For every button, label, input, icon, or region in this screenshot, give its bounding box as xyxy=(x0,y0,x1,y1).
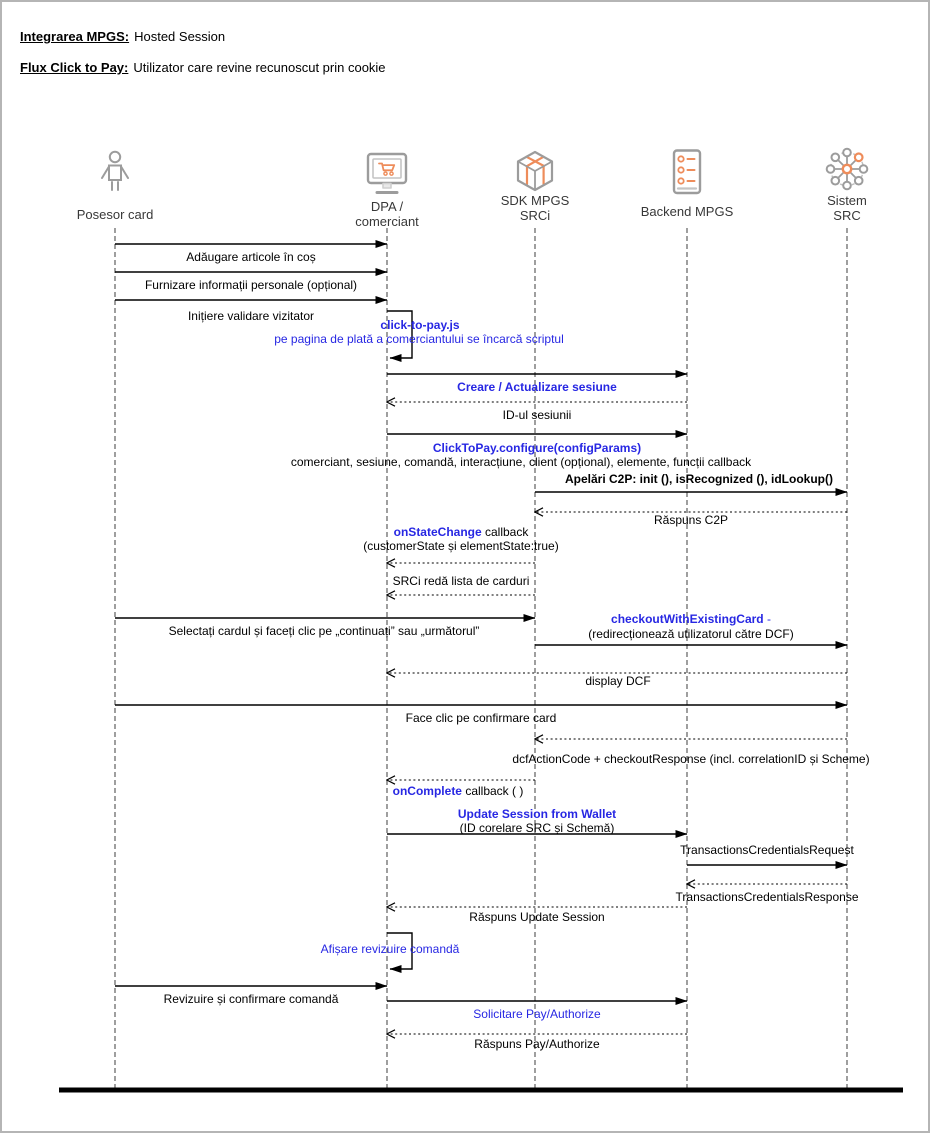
message-label-part: Inițiere validare vizitator xyxy=(187,309,315,323)
flow-value: Utilizator care revine recunoscut prin cookie xyxy=(133,60,386,75)
integration-value: Hosted Session xyxy=(134,29,226,44)
message-label-part: Furnizare informații personale (opțional) xyxy=(144,278,358,292)
message-label-part: (ID corelare SRC și Schemă) xyxy=(459,821,615,835)
message-label xyxy=(676,890,859,905)
message-label-part: onStateChange xyxy=(393,525,482,539)
message-label xyxy=(460,821,615,836)
message-label-part: comerciant, sesiune, comandă, interacțiune, client (opțional), elemente, funcții callback xyxy=(290,455,752,469)
actor-label-line: SRC xyxy=(833,208,861,223)
package-icon xyxy=(511,148,559,196)
message-label xyxy=(393,784,524,799)
message-label xyxy=(588,627,793,642)
message-label-part: checkoutWithExistingCard xyxy=(611,612,764,626)
actor-label-line: SDK MPGS xyxy=(500,193,570,208)
sequence-diagram xyxy=(2,2,930,1133)
message-label xyxy=(321,942,460,957)
actor-label-merchant xyxy=(355,199,419,229)
message-label xyxy=(654,513,728,528)
message-label-part: Apelări C2P: init (), isRecognized (), idLookup() xyxy=(564,472,834,486)
message-label xyxy=(145,278,357,293)
message-label-part: Afișare revizuire comandă xyxy=(320,942,460,956)
diagram-arrows-layer xyxy=(2,2,930,1133)
message-label-part: display DCF xyxy=(585,674,651,688)
message-label-part: TransactionsCredentialsResponse xyxy=(675,890,859,904)
actor-label-sdk-mpgs-srci xyxy=(501,193,570,223)
network-icon xyxy=(823,145,871,193)
message-label xyxy=(380,318,459,333)
message-label-part: callback xyxy=(481,525,529,539)
message-label-part: click-to-pay.js xyxy=(380,318,460,332)
message-label xyxy=(406,711,557,726)
message-label-part: (redirecționează utilizatorul către DCF) xyxy=(588,627,794,641)
message-label xyxy=(186,250,315,265)
message-label xyxy=(169,624,480,639)
message-label-part: ID-ul sesiunii xyxy=(502,408,572,422)
message-label-part: Selectați cardul și faceți clic pe „continuați” sau „următorul” xyxy=(168,624,480,638)
message-label xyxy=(164,992,339,1007)
message-label xyxy=(274,332,564,347)
message-label xyxy=(394,525,529,540)
message-label-part: Răspuns Update Session xyxy=(469,910,605,924)
message-label-part: (customerState și elementState:true) xyxy=(363,539,559,553)
message-label-part: - xyxy=(763,612,771,626)
message-label xyxy=(469,910,604,925)
actor-label-line: Backend MPGS xyxy=(640,204,734,219)
actor-label-line: Sistem xyxy=(827,193,867,208)
actor-label-cardholder xyxy=(77,207,154,222)
message-label-part: callback ( ) xyxy=(461,784,524,798)
message-label xyxy=(457,380,617,395)
message-label xyxy=(503,408,572,423)
message-label-part: Adăugare articole în coș xyxy=(186,250,316,264)
message-label-part: Update Session from Wallet xyxy=(457,807,617,821)
actor-label-sistem-src xyxy=(827,193,867,223)
person-icon xyxy=(91,149,139,197)
message-label xyxy=(680,843,854,858)
message-label-part: Răspuns Pay/Authorize xyxy=(474,1037,600,1051)
message-label-part: dcfActionCode + checkoutResponse (incl. correlationID și Scheme) xyxy=(512,752,870,766)
message-label-part: TransactionsCredentialsRequest xyxy=(680,843,854,857)
message-label xyxy=(393,574,530,589)
message-label-part: ClickToPay.configure(configParams) xyxy=(432,441,642,455)
message-label-part: onComplete xyxy=(392,784,462,798)
integration-label: Integrarea MPGS: xyxy=(20,29,130,44)
message-label-part: Creare / Actualizare sesiune xyxy=(457,380,617,394)
message-label-part: Revizuire și confirmare comandă xyxy=(163,992,339,1006)
message-label xyxy=(188,309,314,324)
message-label xyxy=(433,441,641,456)
message-label-part: Face clic pe confirmare card xyxy=(405,711,557,725)
message-label xyxy=(512,752,869,767)
message-label xyxy=(458,807,616,822)
message-label-part: Solicitare Pay/Authorize xyxy=(473,1007,601,1021)
flow-label: Flux Click to Pay: xyxy=(20,60,129,75)
message-label xyxy=(565,472,833,487)
message-label xyxy=(363,539,558,554)
message-label-part: SRCi redă lista de carduri xyxy=(392,574,530,588)
message-label xyxy=(611,612,771,627)
message-label xyxy=(585,674,650,689)
actor-label-line: DPA / xyxy=(370,199,404,214)
message-label-part: Răspuns C2P xyxy=(653,513,729,527)
actor-label-backend-mpgs xyxy=(641,204,734,219)
monitor-cart-icon xyxy=(363,151,411,199)
message-label xyxy=(473,1007,600,1022)
actor-label-line: SRCi xyxy=(519,208,551,223)
actor-label-line: Posesor card xyxy=(76,207,154,222)
actor-label-line: comerciant xyxy=(355,214,419,229)
server-icon xyxy=(663,148,711,196)
message-label xyxy=(474,1037,599,1052)
message-label xyxy=(291,455,751,470)
message-label-part: pe pagina de plată a comerciantului se încarcă scriptul xyxy=(274,332,564,346)
